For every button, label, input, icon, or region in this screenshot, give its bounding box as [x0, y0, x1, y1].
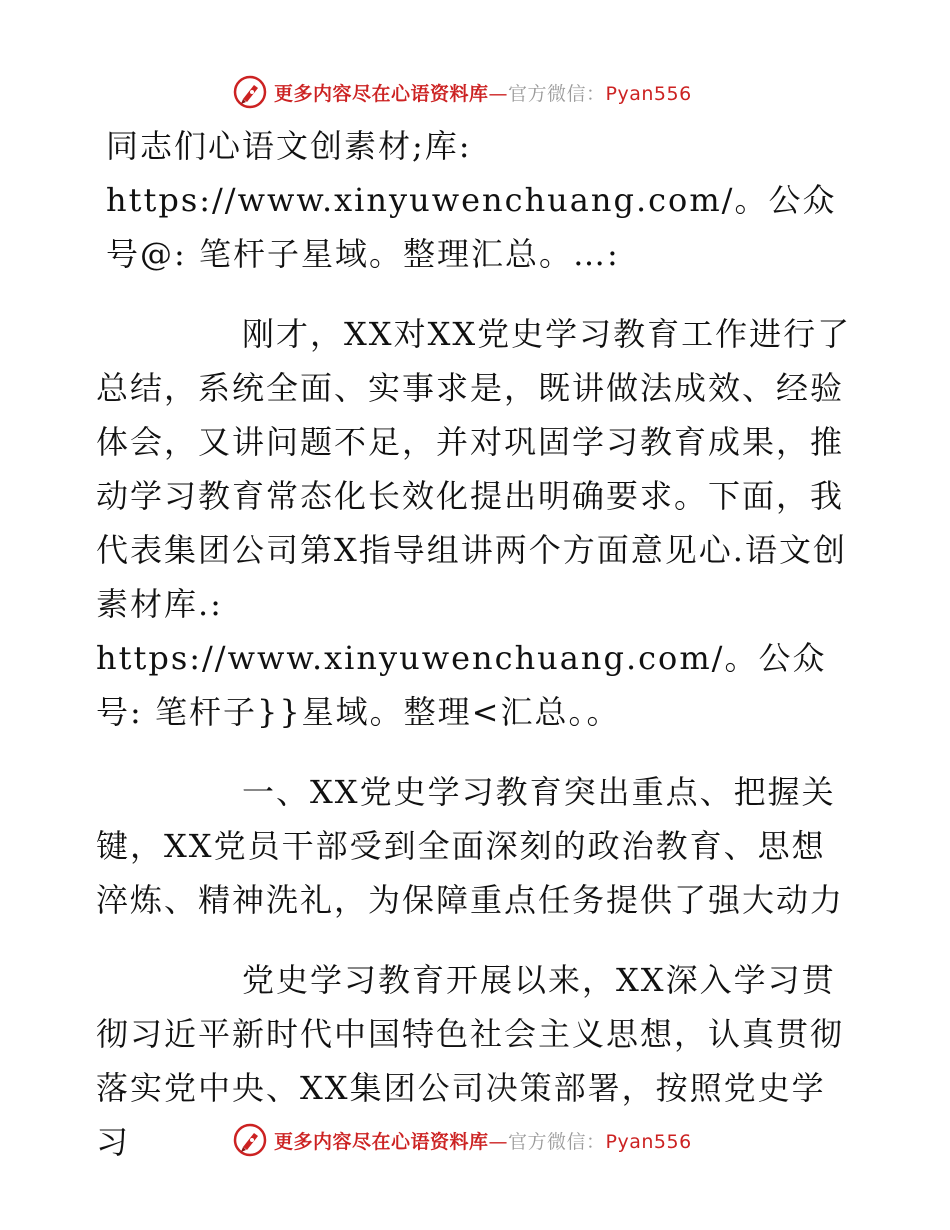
watermark-brand-text: 更多内容尽在心语资料库 — [274, 82, 489, 105]
watermark-official-label: 官方微信： — [508, 82, 606, 105]
watermark-wechat-id: Pyan556 — [605, 82, 692, 105]
watermark-wechat-id: Pyan556 — [605, 1130, 692, 1153]
header-watermark — [232, 72, 692, 112]
watermark-brand-text: 更多内容尽在心语资料库 — [274, 1130, 489, 1153]
paragraph-intro: 同志们心语文创素材;库: https://www.xinyuwenchuang.com/。公众号@: 笔杆子星域。整理汇总。…: — [106, 127, 837, 273]
watermark-dash: — — [488, 82, 509, 105]
fountain-pen-logo-icon — [232, 1122, 268, 1158]
section-heading-one: 一、XX党史学习教育突出重点、把握关键，XX党员干部受到全面深刻的政治教育、思想淬炼、精神洗礼，为保障重点任务提供了强大动力 — [96, 773, 845, 919]
fountain-pen-logo-icon — [232, 74, 268, 110]
watermark-official-label: 官方微信： — [508, 1130, 606, 1153]
document-body — [96, 119, 856, 1169]
paragraph-opening: 刚才，XX对XX党史学习教育工作进行了总结，系统全面、实事求是，既讲做法成效、经验体会，又讲问题不足，并对巩固学习教育成果，推动学习教育常态化长效化提出明确要求。下面，我代表集团公司第X指导组讲两个方面意见心.语文创素材库.: https://www.xinyuwenchuang.com/。公众号: 笔杆子}}星域。整理<汇总。。 — [96, 315, 852, 731]
watermark-dash: — — [488, 1130, 509, 1153]
footer-watermark — [232, 1120, 692, 1160]
paragraph-section-one-body: 党史学习教育开展以来，XX深入学习贯彻习近平新时代中国特色社会主义思想，认真贯彻落实党中央、XX集团公司决策部署，按照党史学习 — [96, 961, 845, 1161]
